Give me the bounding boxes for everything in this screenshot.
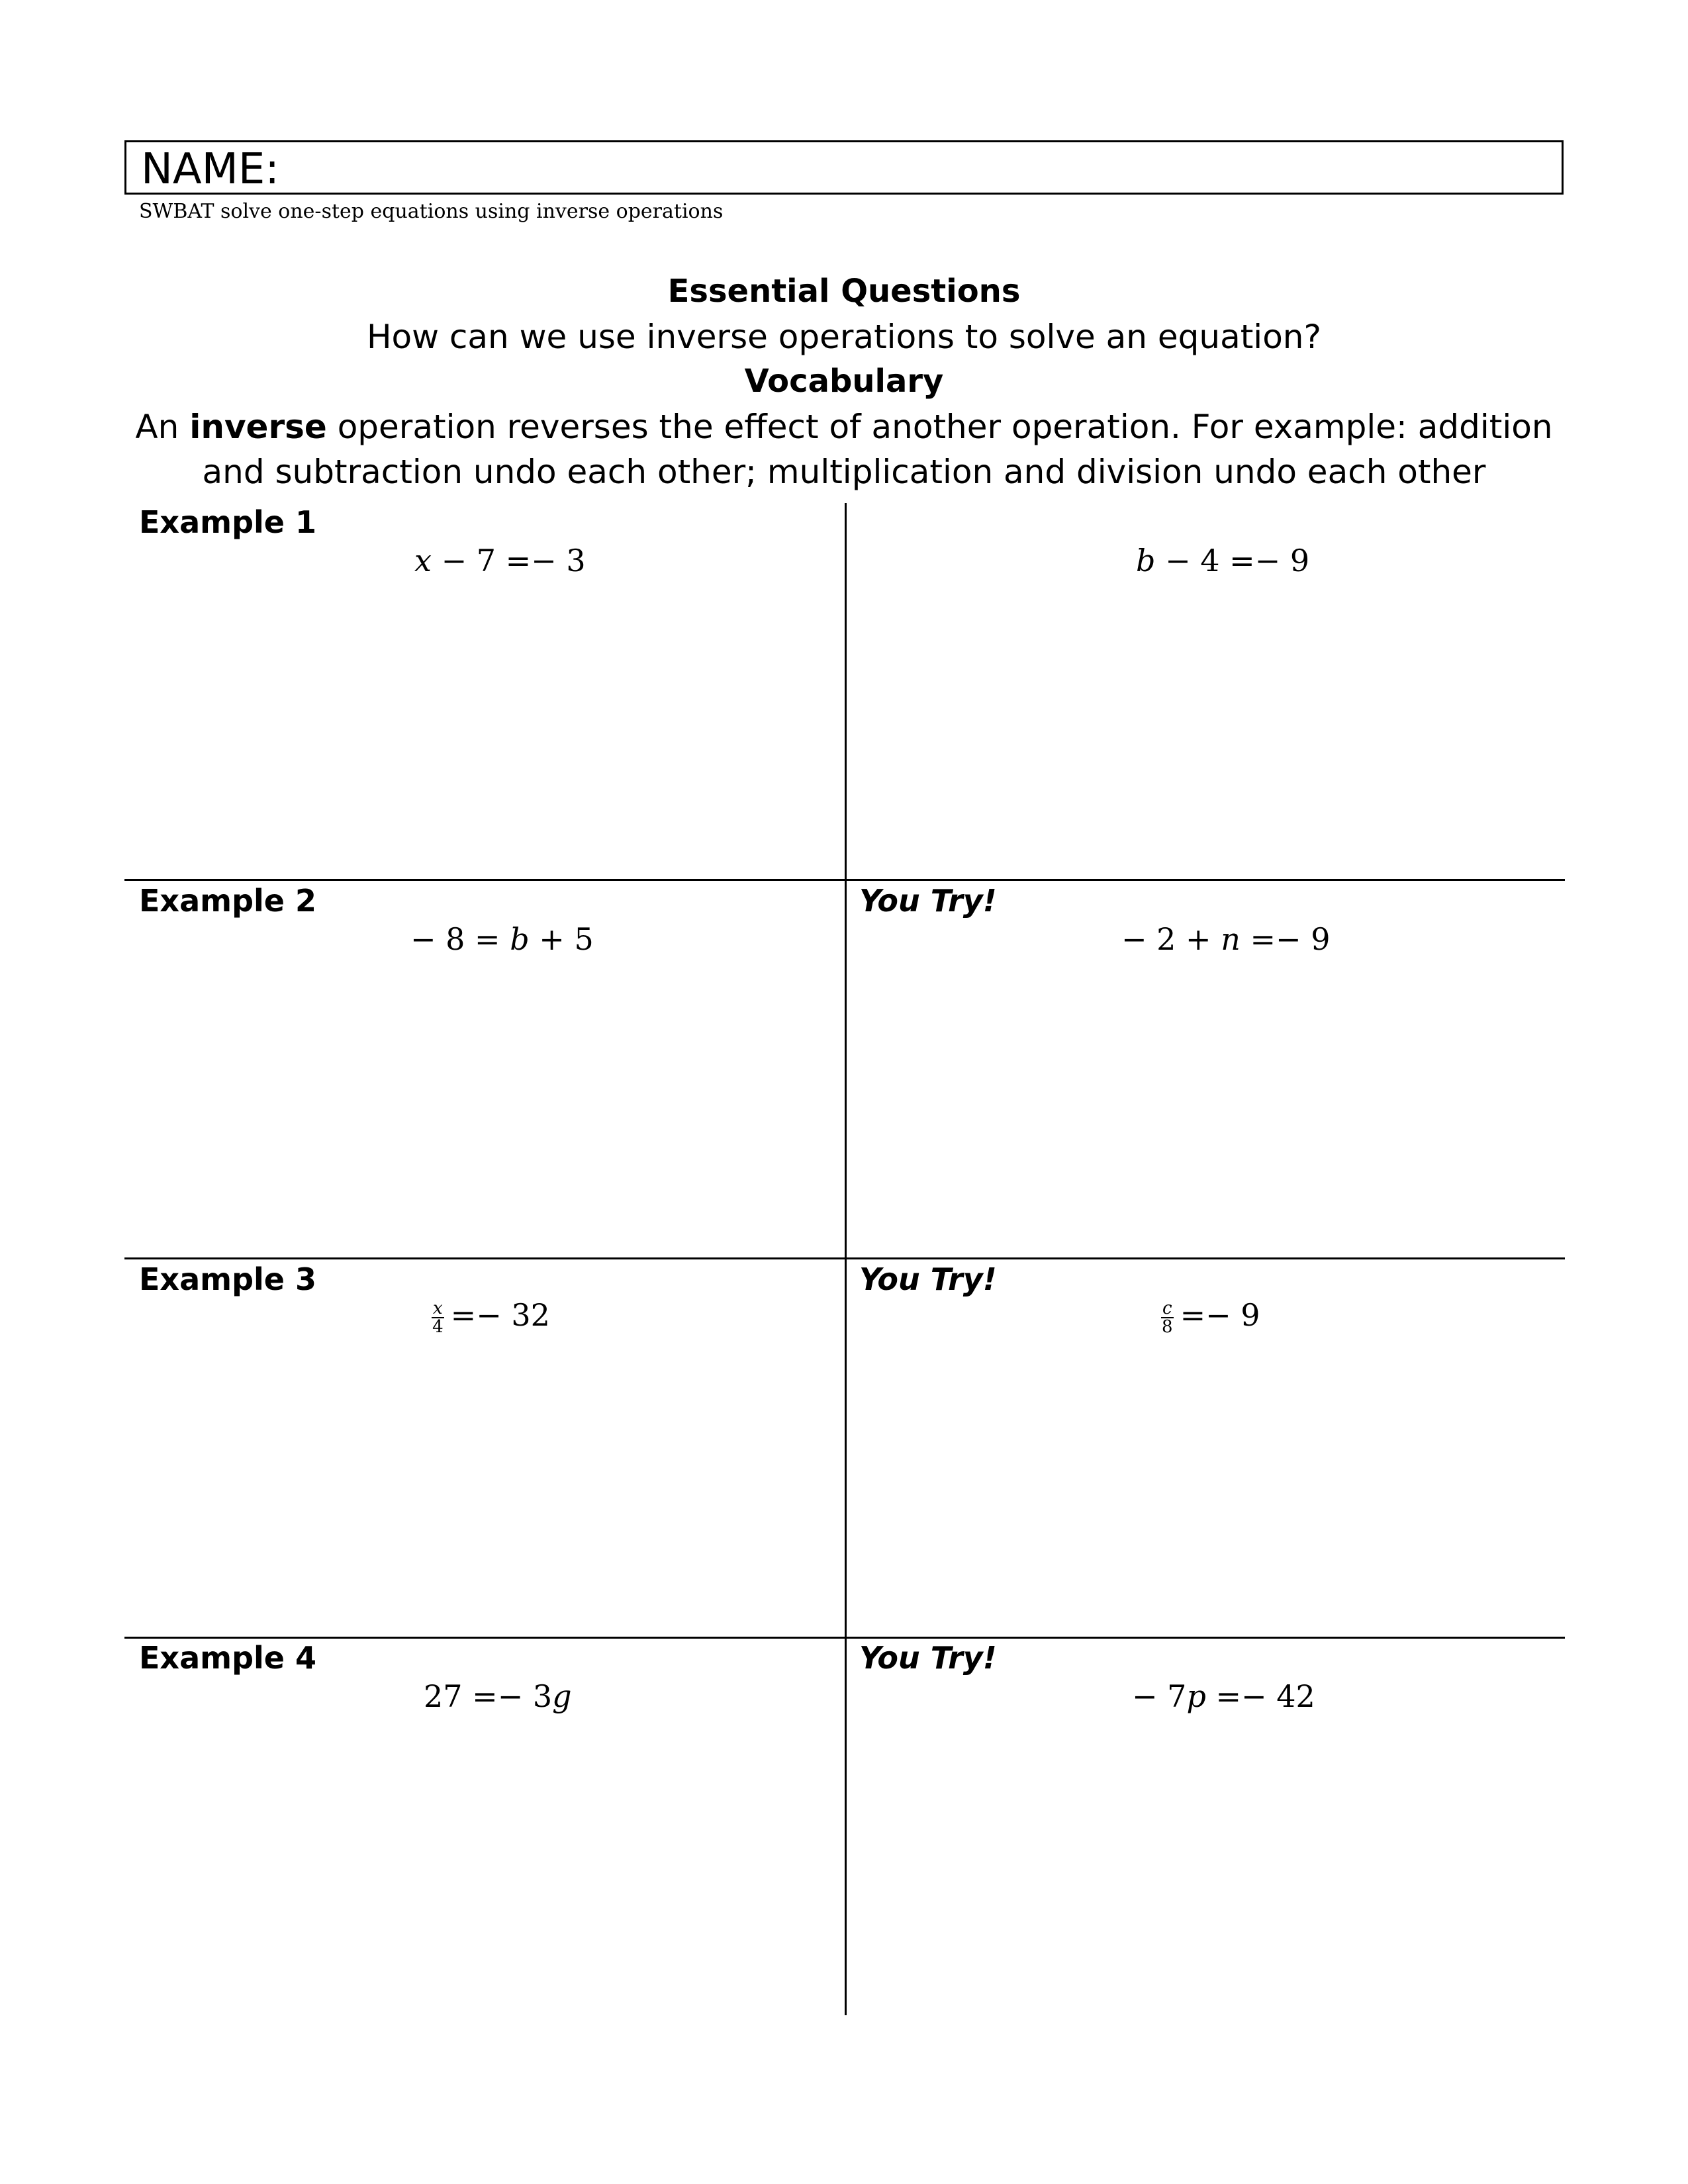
vocabulary-definition-line2: and subtraction undo each other; multiplication and division undo each other — [202, 453, 1486, 491]
you-try-4-label: You Try! — [859, 1640, 997, 1676]
eq-rest: − 4 =− 9 — [1155, 543, 1310, 578]
eq-pre: − 2 + — [1121, 921, 1221, 957]
eq-variable: b — [510, 921, 530, 957]
example-1-equation — [414, 543, 586, 578]
try-3-equation — [1161, 1297, 1260, 1336]
eq-variable: n — [1221, 921, 1241, 957]
eq-variable: p — [1186, 1678, 1206, 1714]
you-try-3-label: You Try! — [859, 1261, 997, 1297]
eq-rest: =− 42 — [1205, 1678, 1315, 1714]
eq-variable: x — [414, 543, 432, 578]
name-field[interactable] — [124, 140, 1564, 195]
vocabulary-title: Vocabulary — [744, 363, 944, 400]
eq-pre: − 7 — [1132, 1678, 1187, 1714]
fraction-numerator: c — [1162, 1298, 1172, 1318]
vocab-term: inverse — [189, 408, 327, 446]
name-label: NAME: — [141, 145, 279, 194]
essential-questions-title: Essential Questions — [667, 273, 1021, 310]
try-4-equation — [1132, 1678, 1315, 1714]
try-2-equation — [1121, 921, 1330, 957]
try-1-equation — [1136, 543, 1309, 578]
eq-rest: =− 32 — [450, 1297, 550, 1333]
example-2-label: Example 2 — [139, 883, 316, 919]
eq-variable: g — [552, 1678, 572, 1714]
example-2-equation — [410, 921, 594, 957]
objective-text: SWBAT solve one-step equations using inverse operations — [139, 200, 724, 223]
eq-pre: − 8 = — [410, 921, 510, 957]
eq-rest: − 7 =− 3 — [431, 543, 586, 578]
fraction-denominator: 4 — [432, 1317, 444, 1337]
fraction — [432, 1300, 444, 1336]
example-4-equation — [424, 1678, 572, 1714]
eq-rest: =− 9 — [1180, 1297, 1260, 1333]
fraction-numerator: x — [433, 1298, 443, 1318]
essential-question: How can we use inverse operations to solve an equation? — [366, 318, 1322, 356]
vocab-rest: operation reverses the effect of another operation. For example: addition — [326, 408, 1553, 446]
example-3-label: Example 3 — [139, 1261, 316, 1297]
grid-divider-row4 — [124, 1637, 1565, 1639]
vocab-pre: An — [135, 408, 190, 446]
eq-variable: b — [1136, 543, 1156, 578]
eq-rest: =− 9 — [1240, 921, 1331, 957]
example-3-equation — [432, 1297, 550, 1336]
eq-pre: 27 =− 3 — [424, 1678, 553, 1714]
example-4-label: Example 4 — [139, 1640, 316, 1676]
example-1-label: Example 1 — [139, 504, 316, 540]
fraction — [1161, 1300, 1174, 1336]
eq-rest: + 5 — [529, 921, 594, 957]
fraction-denominator: 8 — [1162, 1317, 1173, 1337]
vocabulary-definition-line1 — [124, 408, 1564, 446]
you-try-2-label: You Try! — [859, 883, 997, 919]
grid-divider-row2 — [124, 879, 1565, 881]
grid-divider-row3 — [124, 1257, 1565, 1259]
